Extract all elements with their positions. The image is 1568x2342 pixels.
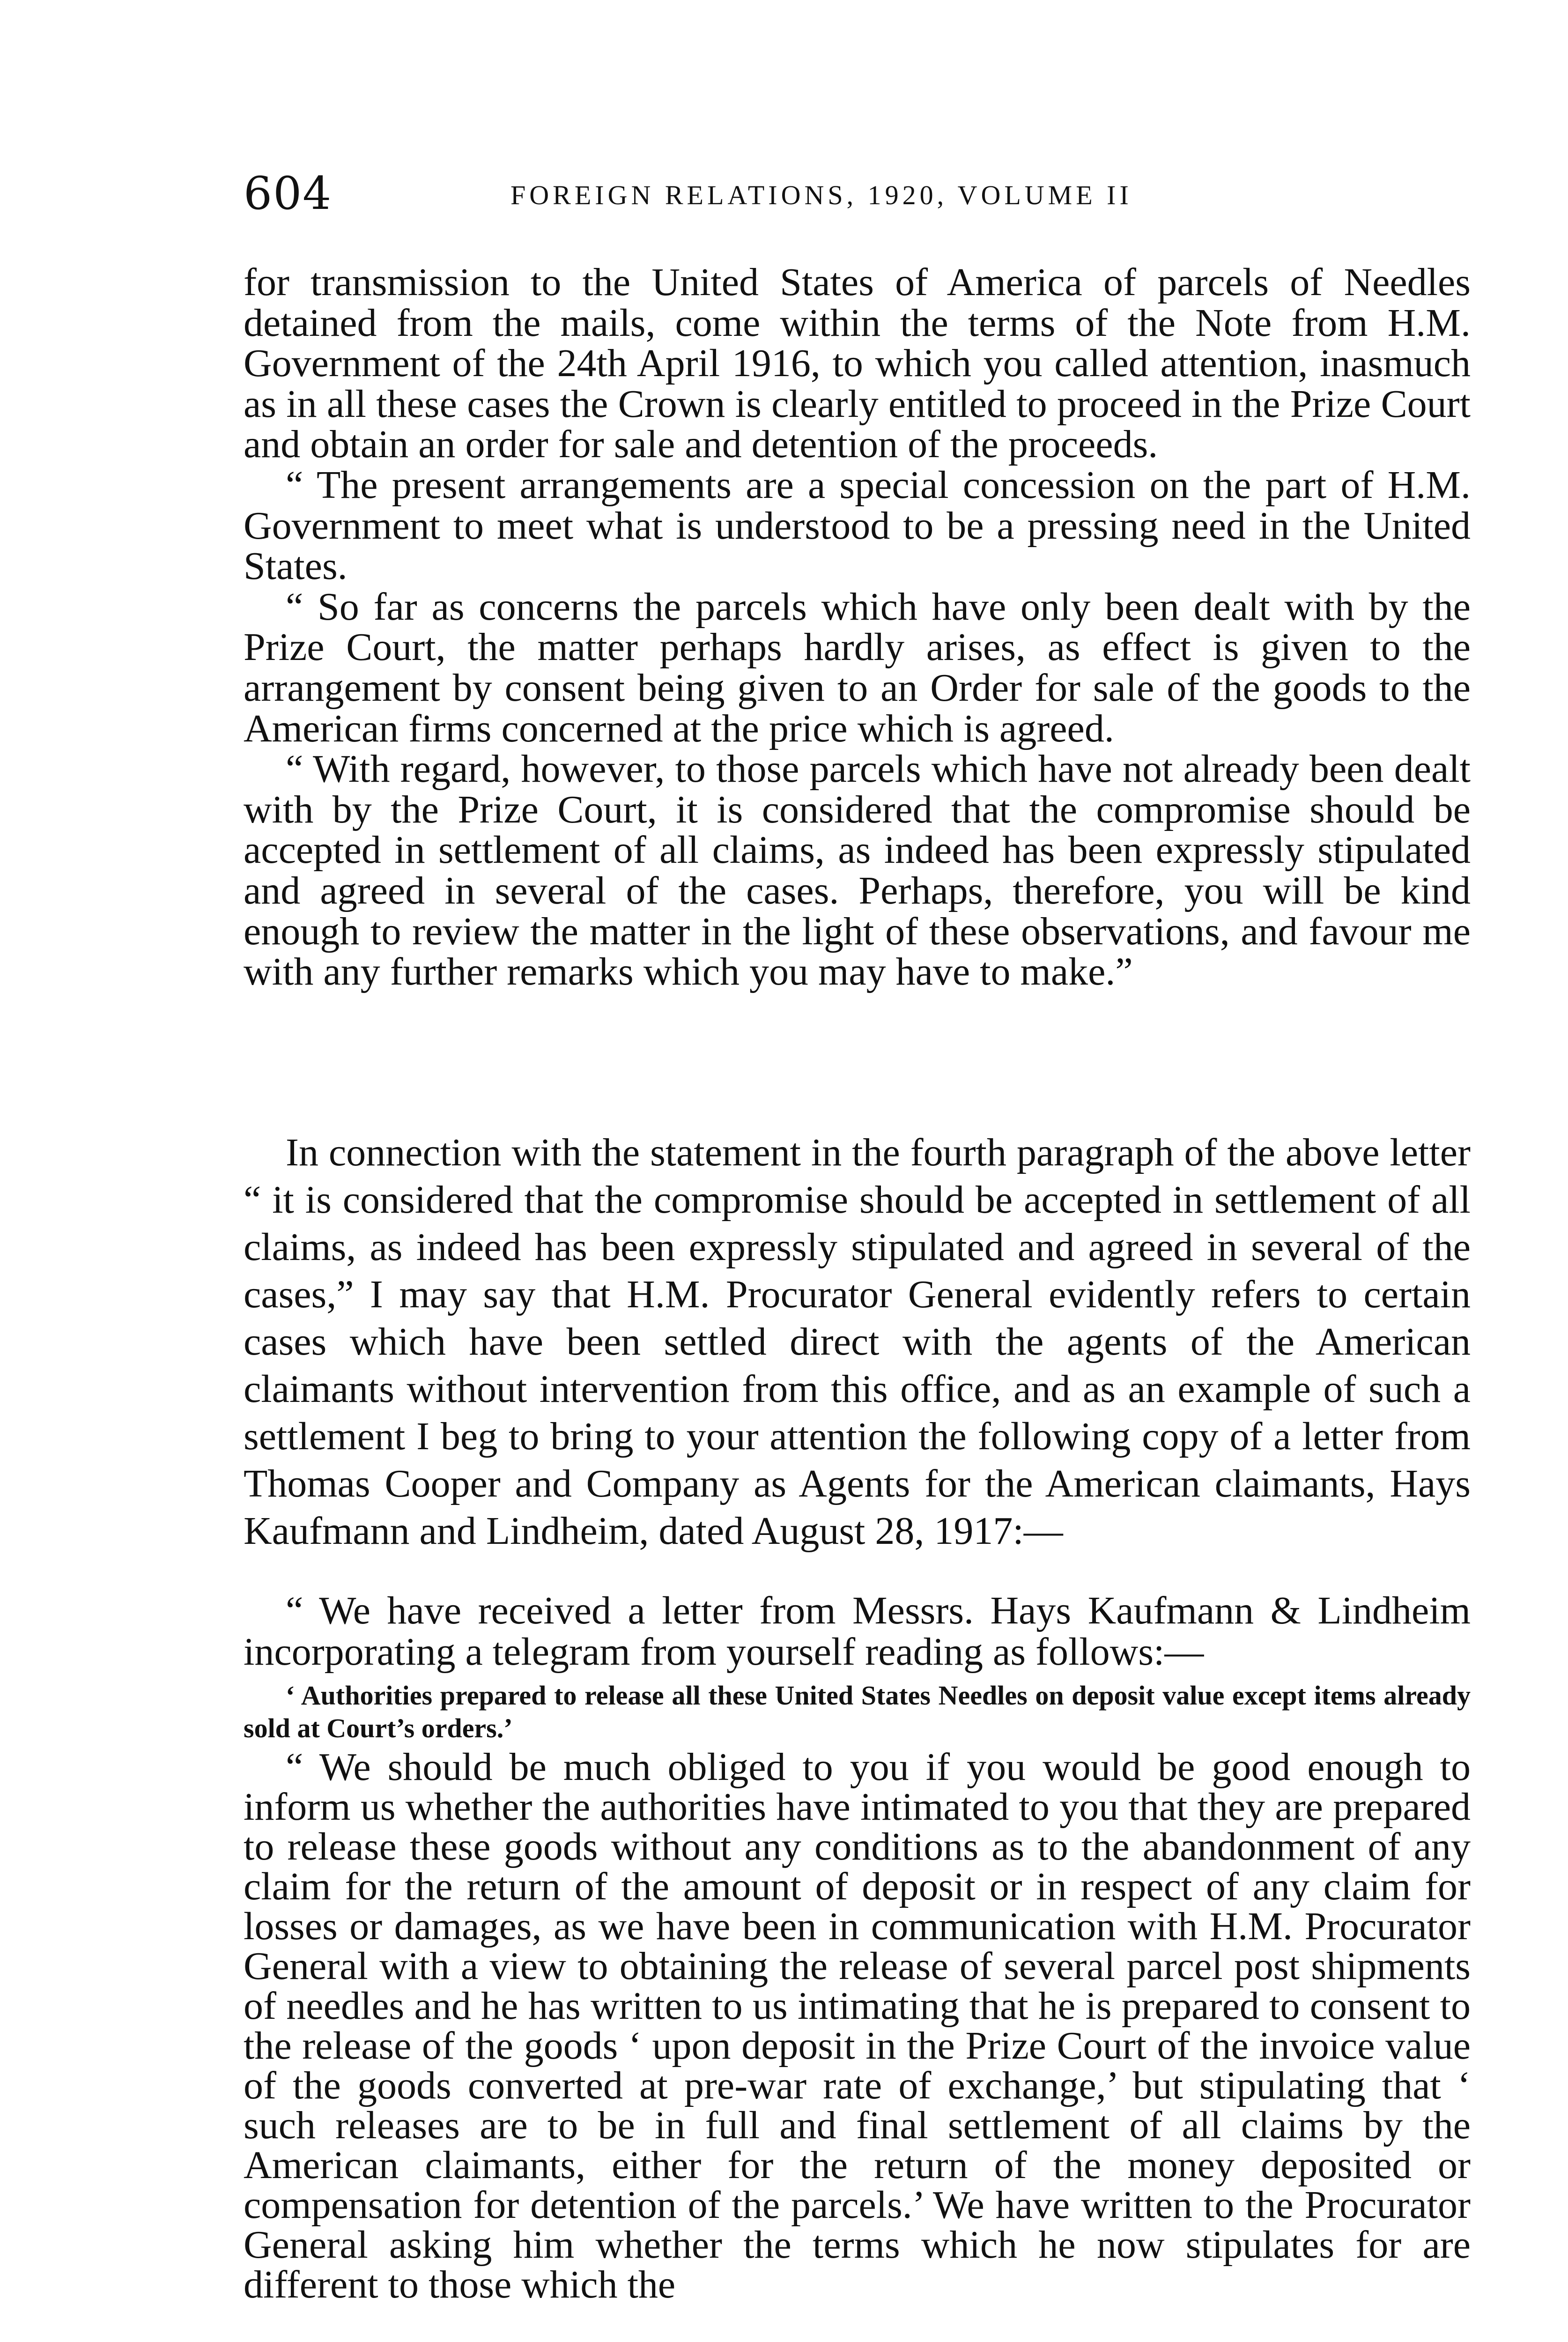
cooper-letter-intro xyxy=(244,1590,1471,1673)
telegram-text: ‘ Authorities prepared to release all these United States Needles on deposit value except items already sold at Court’s orders.’ xyxy=(244,1680,1471,1743)
cooper-letter-body xyxy=(244,1747,1471,2305)
page-header xyxy=(244,168,1471,219)
main-paragraph: In connection with the statement in the fourth paragraph of the above letter “ it is considered that the compromise should be accepted in settlement of all claims, as indeed has been expressly stipulated and agreed in several of the cases,” I may say that H.M. Procurator General evidently refers to certain cases which have been settled direct with the agents of the American claimants without intervention from this office, and as an example of such a settlement I beg to bring to your attention the following copy of a letter from Thomas Cooper and Company as Agents for the American claimants, Hays Kaufmann and Lindheim, dated August 28, 1917:— xyxy=(244,1131,1471,1553)
quoted-paragraph-1: for transmission to the United States of America of parcels of Needles detained from the mails, come within the terms of the Note from H.M. Government of the 24th April 1916, to which you called attention, inasmuch as in all these cases the Crown is clearly entitled to proceed in the Prize Court and obtain an order for sale and detention of the proceeds. xyxy=(244,260,1471,467)
cooper-letter-body-paragraph: “ We should be much obliged to you if you would be good enough to inform us whether the authorities have intimated to you that they are prepared to release these goods without any conditions as to the abandonment of any claim for the return of the amount of deposit or in respect of any claim for losses or damages, as we have been in communication with H.M. Procurator General with a view to obtaining the release of several parcel post shipments of needles and he has written to us intimating that he is prepared to consent to the release of the goods ‘ upon deposit in the Prize Court of the invoice value of the goods converted at pre-war rate of exchange,’ but stipulating that ‘ such releases are to be in full and final settlement of all claims by the American claimants, either for the return of the money deposited or compensation for detention of the parcels.’ We have written to the Procurator General asking him whether the terms which he now stipulates for are different to those which the xyxy=(244,1745,1471,2306)
main-text xyxy=(244,1129,1471,1555)
quoted-paragraph-3: “ So far as concerns the parcels which have only been dealt with by the Prize Court, the matter perhaps hardly arises, as effect is given to the arrangement by consent being given to an Order for sale of the goods to the American firms concerned at the price which is agreed. xyxy=(244,585,1471,750)
quoted-paragraph-4: “ With regard, however, to those parcels which have not already been dealt with by the Prize Court, it is considered that the compromise should be accepted in settlement of all claims, as indeed has been expressly stipulated and agreed in several of the cases. Perhaps, therefore, you will be kind enough to review the matter in the light of these observations, and favour me with any further remarks which you may have to make.” xyxy=(244,747,1471,994)
telegram-quote xyxy=(244,1679,1471,1745)
cooper-letter-opening-paragraph: “ We have received a letter from Messrs. Hays Kaufmann & Lindheim incorporating a telegram from yourself reading as follows:— xyxy=(244,1589,1471,1674)
page-number: 604 xyxy=(244,167,333,220)
quoted-letter-continuation xyxy=(244,262,1471,993)
running-head: FOREIGN RELATIONS, 1920, VOLUME II xyxy=(510,180,1132,210)
quoted-paragraph-2: “ The present arrangements are a special concession on the part of H.M. Government to meet what is understood to be a pressing need in the United States. xyxy=(244,463,1471,588)
